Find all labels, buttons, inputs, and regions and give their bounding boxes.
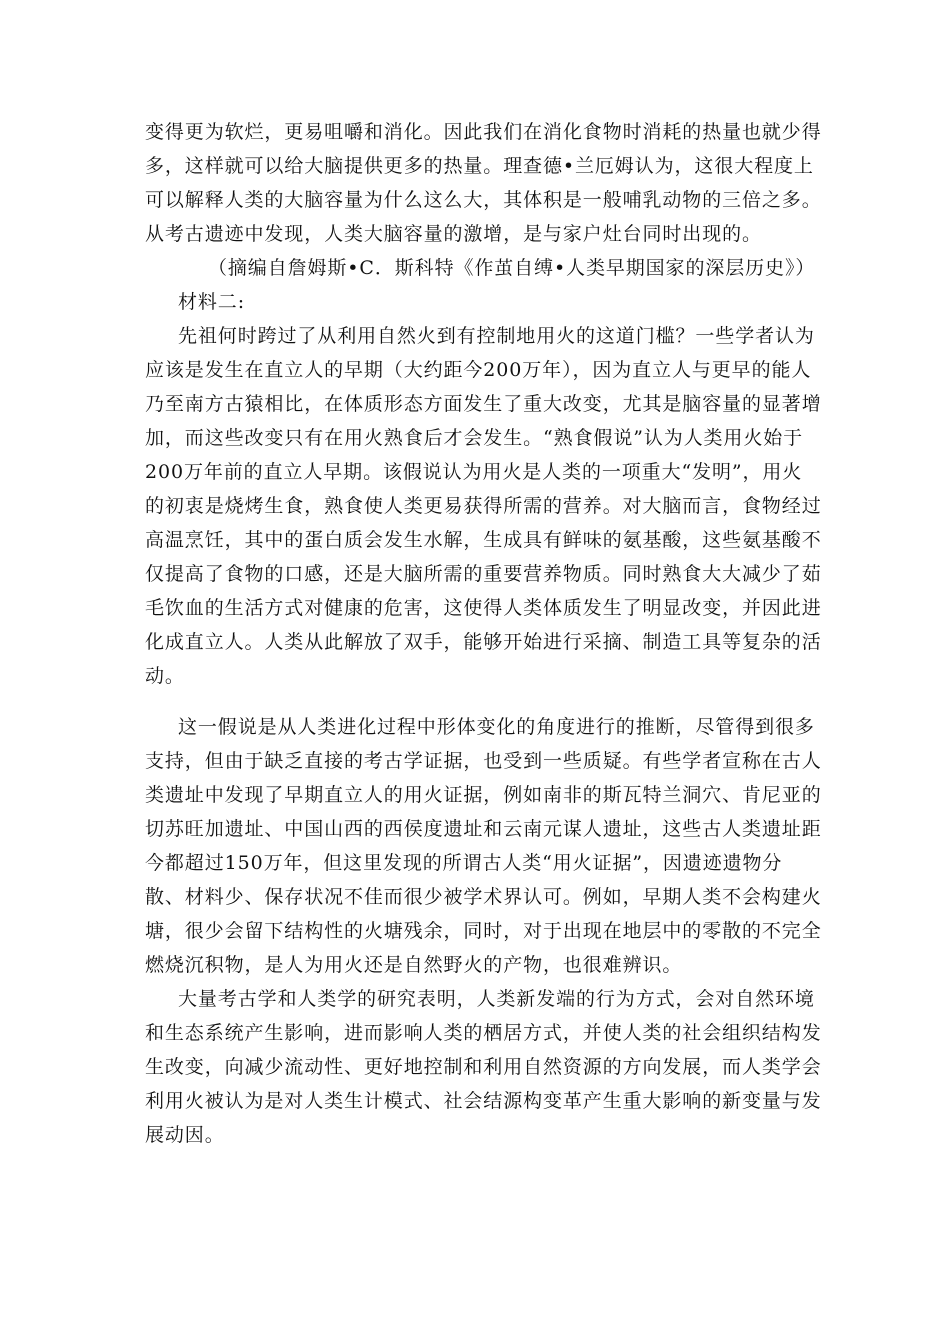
text-line: 的初衷是烧烤生食，熟食使人类更易获得所需的营养。对大脑而言，食物经过 bbox=[145, 495, 822, 517]
text-line: 支持，但由于缺乏直接的考古学证据，也受到一些质疑。有些学者宣称在古人 bbox=[145, 750, 822, 772]
text-line: 应该是发生在直立人的早期（大约距今200万年），因为直立人与更早的能人 bbox=[145, 359, 812, 381]
source-citation: （摘编自詹姆斯•C．斯科特《作茧自缚•人类早期国家的深层历史》） bbox=[208, 257, 816, 279]
text-line: 展动因。 bbox=[145, 1124, 225, 1146]
text-line: 从考古遗迹中发现，人类大脑容量的激增，是与家户灶台同时出现的。 bbox=[145, 223, 762, 245]
text-line: 毛饮血的生活方式对健康的危害，这使得人类体质发生了明显改变，并因此进 bbox=[145, 597, 822, 619]
text-line: 先祖何时跨过了从利用自然火到有控制地用火的这道门槛？一些学者认为 bbox=[178, 325, 815, 347]
text-line: 塘，很少会留下结构性的火塘残余，同时，对于出现在地层中的零散的不完全 bbox=[145, 920, 822, 942]
text-line: 切苏旺加遗址、中国山西的西侯度遗址和云南元谋人遗址，这些古人类遗址距 bbox=[145, 818, 822, 840]
text-line: 散、材料少、保存状况不佳而很少被学术界认可。例如，早期人类不会构建火 bbox=[145, 886, 822, 908]
text-line: 利用火被认为是对人类生计模式、社会结源构变革产生重大影响的新变量与发 bbox=[145, 1090, 822, 1112]
text-line: 类遗址中发现了早期直立人的用火证据，例如南非的斯瓦特兰洞穴、肯尼亚的 bbox=[145, 784, 822, 806]
text-line: 可以解释人类的大脑容量为什么这么大，其体积是一般哺乳动物的三倍之多。 bbox=[145, 189, 822, 211]
text-line: 仅提高了食物的口感，还是大脑所需的重要营养物质。同时熟食大大减少了茹 bbox=[145, 563, 822, 585]
text-line: 大量考古学和人类学的研究表明，人类新发端的行为方式，会对自然环境 bbox=[178, 988, 815, 1010]
text-line: 加，而这些改变只有在用火熟食后才会发生。“熟食假说”认为人类用火始于 bbox=[145, 427, 804, 449]
text-line: 乃至南方古猿相比，在体质形态方面发生了重大改变，尤其是脑容量的显著增 bbox=[145, 393, 822, 415]
text-line: 多，这样就可以给大脑提供更多的热量。理查德•兰厄姆认为，这很大程度上 bbox=[145, 155, 814, 177]
text-line: 这一假说是从人类进化过程中形体变化的角度进行的推断，尽管得到很多 bbox=[178, 716, 815, 738]
text-line: 200万年前的直立人早期。该假说认为用火是人类的一项重大“发明”，用火 bbox=[145, 461, 803, 483]
text-line: 高温烹饪，其中的蛋白质会发生水解，生成具有鲜味的氨基酸，这些氨基酸不 bbox=[145, 529, 822, 551]
text-line: 动。 bbox=[145, 665, 185, 687]
text-line: 变得更为软烂，更易咀嚼和消化。因此我们在消化食物时消耗的热量也就少得 bbox=[145, 121, 822, 143]
text-line: 生改变，向减少流动性、更好地控制和利用自然资源的方向发展，而人类学会 bbox=[145, 1056, 822, 1078]
section-label: 材料二: bbox=[178, 291, 246, 313]
text-line: 化成直立人。人类从此解放了双手，能够开始进行采摘、制造工具等复杂的活 bbox=[145, 631, 822, 653]
text-line: 今都超过150万年，但这里发现的所谓古人类“用火证据”，因遗迹遗物分 bbox=[145, 852, 783, 874]
text-line: 燃烧沉积物，是人为用火还是自然野火的产物，也很难辨识。 bbox=[145, 954, 683, 976]
text-line: 和生态系统产生影响，进而影响人类的栖居方式，并使人类的社会组织结构发 bbox=[145, 1022, 822, 1044]
